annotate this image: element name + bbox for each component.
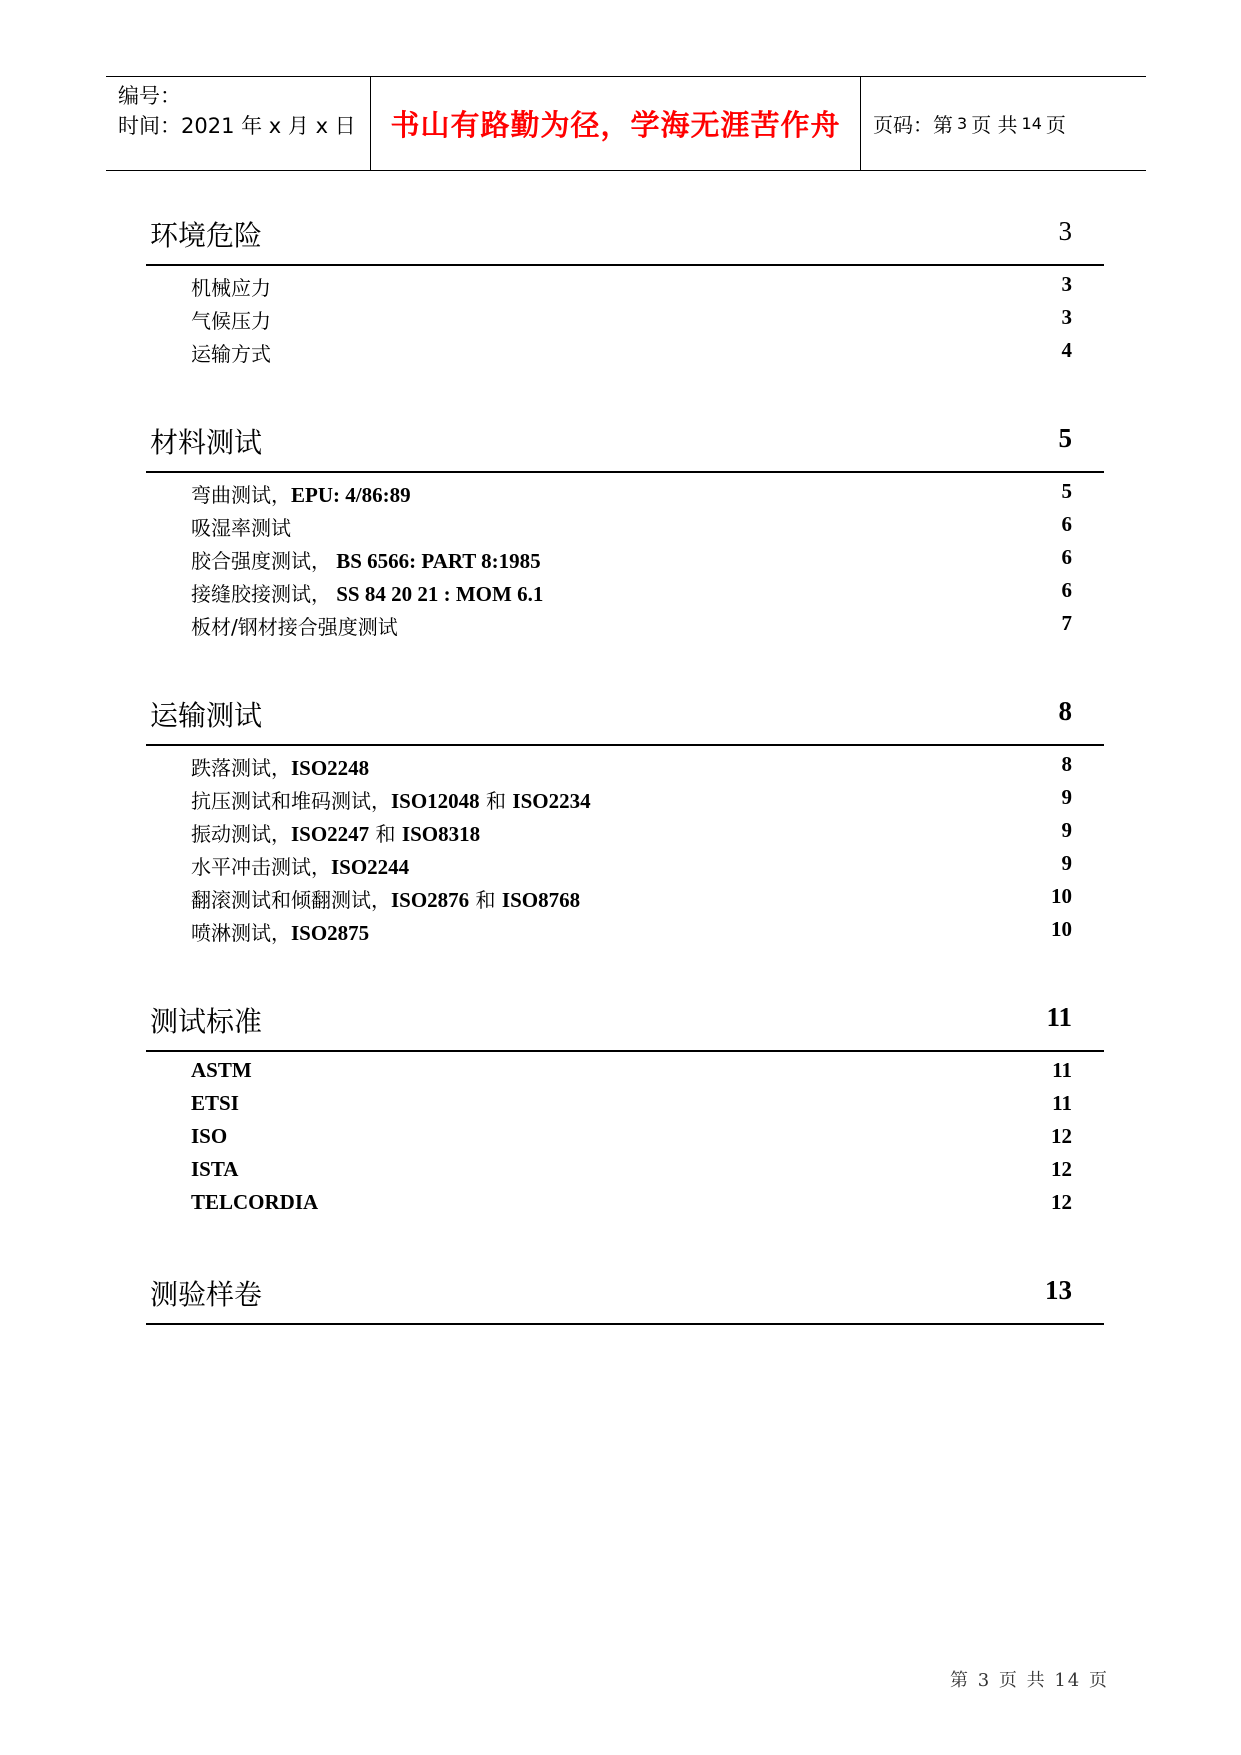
toc-section bbox=[146, 411, 1104, 640]
toc-item-page-number: 3 bbox=[1061, 305, 1072, 329]
toc-item-page-number: 9 bbox=[1061, 785, 1072, 809]
header-motto: 书山有路勤为径，学海无涯苦作舟 bbox=[371, 77, 861, 170]
toc-item-list bbox=[146, 266, 1104, 367]
toc-section-heading[interactable] bbox=[146, 684, 1104, 746]
toc-item-page-number: 8 bbox=[1061, 752, 1072, 776]
toc-item-list bbox=[146, 1325, 1104, 1327]
toc-item-page-number: 3 bbox=[1061, 272, 1072, 296]
toc-item-page-number: 9 bbox=[1061, 851, 1072, 875]
toc-item-title: 吸湿率测试 bbox=[191, 516, 291, 540]
time-label: 时间：2021 年 x 月 x 日 bbox=[118, 114, 356, 138]
header-info bbox=[106, 77, 371, 170]
toc-item[interactable] bbox=[146, 268, 1104, 301]
toc-section-heading[interactable] bbox=[146, 204, 1104, 266]
section-page-number: 5 bbox=[1058, 423, 1072, 453]
toc-item-title: 运输方式 bbox=[191, 342, 271, 366]
toc-item-page-number: 9 bbox=[1061, 818, 1072, 842]
toc-section-heading[interactable] bbox=[146, 990, 1104, 1052]
toc-item-title: 振动测试，ISO2247 和 ISO8318 bbox=[191, 822, 481, 846]
section-page-number: 3 bbox=[1058, 216, 1072, 246]
toc-item[interactable] bbox=[146, 334, 1104, 367]
toc-item-page-number: 11 bbox=[1052, 1058, 1072, 1082]
toc-item[interactable] bbox=[146, 1186, 1104, 1219]
page-current: 3 bbox=[957, 114, 968, 133]
toc-section bbox=[146, 1263, 1104, 1327]
toc-item-page-number: 10 bbox=[1051, 884, 1072, 908]
table-of-contents bbox=[146, 204, 1104, 1371]
toc-item-title: 喷淋测试，ISO2875 bbox=[191, 921, 370, 945]
toc-item-title: 抗压测试和堆码测试，ISO12048 和 ISO2234 bbox=[191, 789, 591, 813]
header-page-number bbox=[861, 77, 1146, 170]
toc-item-title: 板材/钢材接合强度测试 bbox=[191, 615, 398, 639]
toc-item[interactable] bbox=[146, 1087, 1104, 1120]
toc-section bbox=[146, 990, 1104, 1219]
toc-item[interactable] bbox=[146, 913, 1104, 946]
toc-item-page-number: 6 bbox=[1061, 578, 1072, 602]
toc-item-title: 接缝胶接测试， SS 84 20 21 : MOM 6.1 bbox=[191, 582, 544, 606]
toc-item-page-number: 4 bbox=[1061, 338, 1072, 362]
toc-item-list bbox=[146, 1052, 1104, 1219]
toc-item-page-number: 5 bbox=[1061, 479, 1072, 503]
toc-item[interactable] bbox=[146, 508, 1104, 541]
toc-item[interactable] bbox=[146, 607, 1104, 640]
toc-section-heading[interactable] bbox=[146, 1263, 1104, 1325]
toc-item-page-number: 12 bbox=[1051, 1157, 1072, 1181]
toc-item[interactable] bbox=[146, 475, 1104, 508]
page-prefix: 页码：第 bbox=[873, 113, 953, 137]
toc-item-page-number: 10 bbox=[1051, 917, 1072, 941]
page-total: 14 bbox=[1021, 114, 1042, 133]
toc-item[interactable] bbox=[146, 1153, 1104, 1186]
toc-item[interactable] bbox=[146, 748, 1104, 781]
section-page-number: 11 bbox=[1046, 1002, 1072, 1032]
toc-item[interactable] bbox=[146, 847, 1104, 880]
toc-item-title: 机械应力 bbox=[191, 276, 271, 300]
page-footer: 第 3 页 共 14 页 bbox=[950, 1670, 1109, 1691]
section-page-number: 13 bbox=[1045, 1275, 1072, 1305]
toc-item-list bbox=[146, 746, 1104, 946]
section-title: 材料测试 bbox=[150, 426, 263, 459]
toc-item-page-number: 12 bbox=[1051, 1190, 1072, 1214]
toc-item-title: 胶合强度测试， BS 6566: PART 8:1985 bbox=[191, 549, 541, 573]
toc-item-page-number: 6 bbox=[1061, 545, 1072, 569]
toc-item-title: TELCORDIA bbox=[191, 1190, 319, 1214]
toc-item-title: ISTA bbox=[191, 1157, 239, 1181]
toc-item[interactable] bbox=[146, 814, 1104, 847]
toc-item-page-number: 12 bbox=[1051, 1124, 1072, 1148]
section-title: 环境危险 bbox=[150, 219, 263, 252]
toc-item[interactable] bbox=[146, 880, 1104, 913]
toc-item[interactable] bbox=[146, 541, 1104, 574]
toc-item-title: 气候压力 bbox=[191, 309, 271, 333]
toc-item-page-number: 7 bbox=[1061, 611, 1072, 635]
toc-item[interactable] bbox=[146, 1054, 1104, 1087]
section-title: 测试标准 bbox=[150, 1005, 263, 1038]
toc-item-list bbox=[146, 473, 1104, 640]
toc-item-title: 翻滚测试和倾翻测试，ISO2876 和 ISO8768 bbox=[191, 888, 581, 912]
page-suffix: 页 bbox=[1045, 113, 1066, 137]
toc-item-title: 跌落测试，ISO2248 bbox=[191, 756, 370, 780]
section-page-number: 8 bbox=[1058, 696, 1072, 726]
toc-section bbox=[146, 204, 1104, 367]
section-title: 运输测试 bbox=[150, 699, 263, 732]
page-header bbox=[106, 76, 1146, 171]
toc-item[interactable] bbox=[146, 574, 1104, 607]
toc-item-title: 弯曲测试，EPU: 4/86:89 bbox=[191, 483, 411, 507]
toc-item-title: ASTM bbox=[191, 1058, 252, 1082]
toc-item[interactable] bbox=[146, 301, 1104, 334]
toc-item-page-number: 6 bbox=[1061, 512, 1072, 536]
toc-item-page-number: 11 bbox=[1052, 1091, 1072, 1115]
number-label: 编号： bbox=[118, 84, 181, 108]
toc-section bbox=[146, 684, 1104, 946]
toc-item-title: ETSI bbox=[191, 1091, 239, 1115]
toc-item[interactable] bbox=[146, 1120, 1104, 1153]
toc-item-title: 水平冲击测试，ISO2244 bbox=[191, 855, 410, 879]
toc-section-heading[interactable] bbox=[146, 411, 1104, 473]
toc-item[interactable] bbox=[146, 781, 1104, 814]
toc-item-title: ISO bbox=[191, 1124, 228, 1148]
page-mid: 页 共 bbox=[971, 113, 1018, 137]
section-title: 测验样卷 bbox=[150, 1278, 263, 1311]
